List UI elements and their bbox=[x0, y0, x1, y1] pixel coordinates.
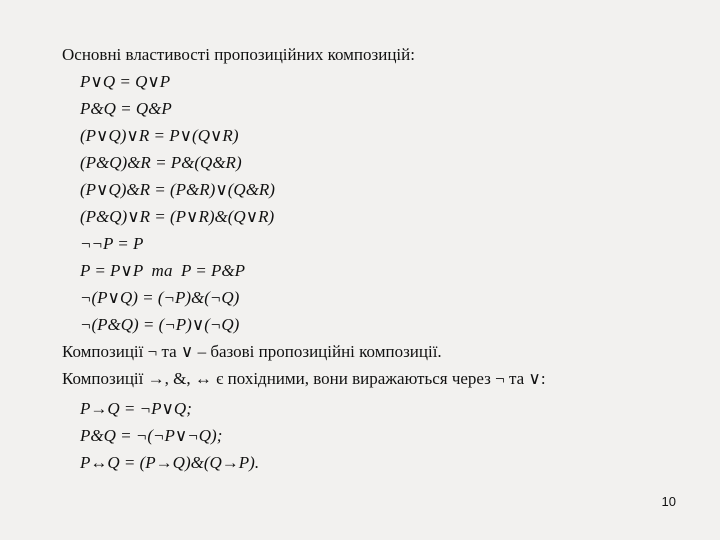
page-number: 10 bbox=[661, 494, 676, 509]
property-distributive-or: (P&Q)∨R = (P∨R)&(Q∨R) bbox=[80, 207, 275, 226]
derived-formula-conjunction: P&Q = ¬(¬P∨¬Q); bbox=[80, 426, 223, 445]
property-associative-and: (P&Q)&R = P&(Q&R) bbox=[80, 153, 242, 172]
property-associative-or: (P∨Q)∨R = P∨(Q∨R) bbox=[80, 126, 239, 145]
derived-formula-equivalence: P↔Q = (P→Q)&(Q→P). bbox=[80, 453, 260, 472]
property-double-negation: ¬¬P = P bbox=[80, 234, 144, 253]
property-commutative-and: P&Q = Q&P bbox=[80, 99, 172, 118]
property-idempotence: P = P∨P та P = P&P bbox=[80, 261, 245, 280]
heading: Основні властивості пропозиційних композицій: bbox=[62, 45, 415, 64]
property-distributive-and: (P∨Q)&R = (P&R)∨(Q&R) bbox=[80, 180, 275, 199]
property-de-morgan-and: ¬(P&Q) = (¬P)∨(¬Q) bbox=[80, 315, 240, 334]
property-de-morgan-or: ¬(P∨Q) = (¬P)&(¬Q) bbox=[80, 288, 240, 307]
property-commutative-or: P∨Q = Q∨P bbox=[80, 72, 171, 91]
base-compositions-note: Композиції ¬ та ∨ – базові пропозиційні композиції. bbox=[62, 342, 442, 361]
derived-formula-implication: P→Q = ¬P∨Q; bbox=[80, 399, 192, 418]
derived-compositions-note: Композиції →, &, ↔ є похідними, вони виражаються через ¬ та ∨: bbox=[62, 369, 546, 388]
